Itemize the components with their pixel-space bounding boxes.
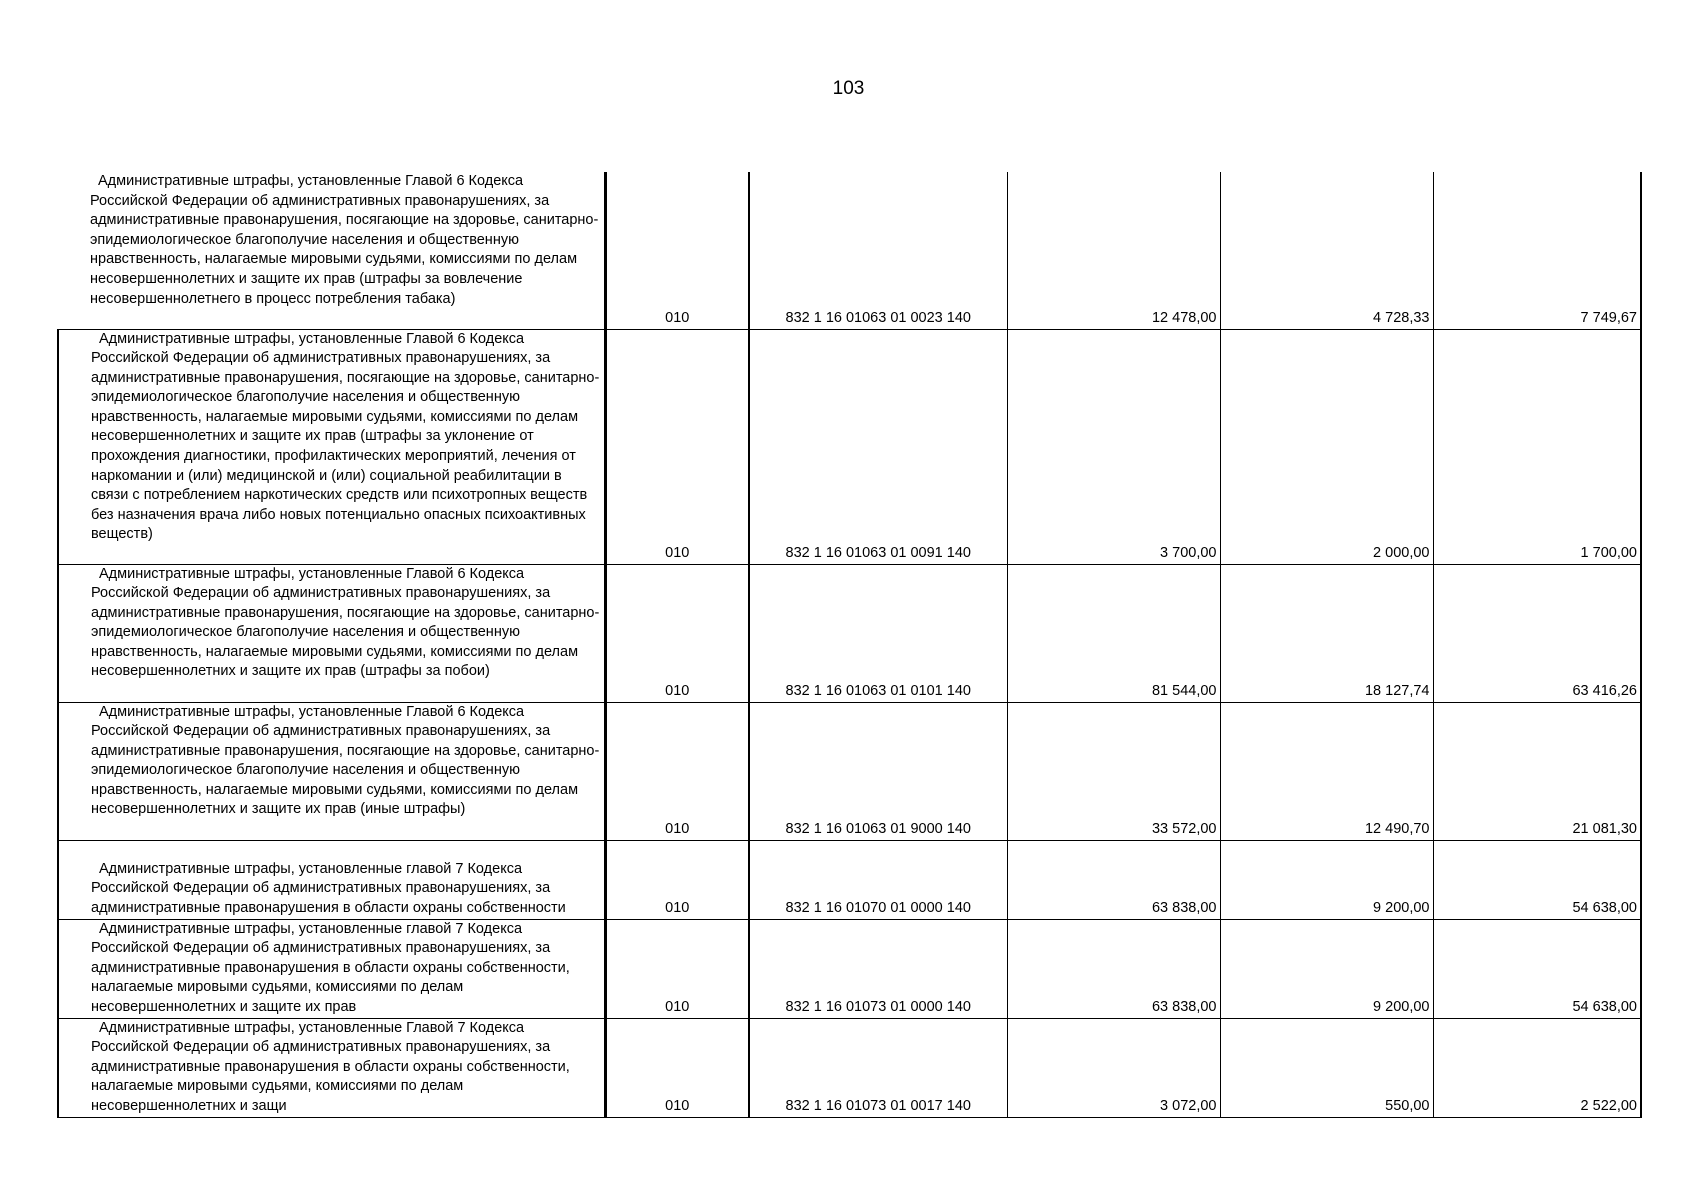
page-number: 103 [832, 78, 865, 99]
row-approved: 12 478,00 [1007, 172, 1220, 329]
row-executed: 9 200,00 [1220, 840, 1433, 919]
row-approved: 33 572,00 [1007, 702, 1220, 840]
table-row [58, 702, 1641, 840]
table-row [58, 1018, 1641, 1117]
income-table [57, 172, 1642, 1118]
row-description-text: Административные штрафы, установленные главой 7 Кодекса Российской Федерации об административных правонарушениях, за административные правонарушения в области охраны собственности [91, 860, 566, 916]
row-approved: 63 838,00 [1007, 919, 1220, 1018]
row-executed: 18 127,74 [1220, 564, 1433, 702]
table-row [58, 564, 1641, 702]
row-admin-code: 010 [605, 329, 749, 564]
row-unexecuted: 7 749,67 [1433, 172, 1641, 329]
row-income-code: 832 1 16 01063 01 0023 140 [749, 172, 1007, 329]
row-admin-code: 010 [605, 840, 749, 919]
row-approved: 63 838,00 [1007, 840, 1220, 919]
row-admin-code: 010 [605, 564, 749, 702]
row-description: Административные штрафы, установленные Главой 6 Кодекса Российской Федерации об административных правонарушениях, за административные правонарушения, посягающие на здоровье, санитарно-эпидемиологическое благополучие населения и общественную нравственность, налагаемые мировыми судьями, комиссиями по делам несовершеннолетних и защите их прав (иные штрафы) [58, 702, 605, 840]
row-unexecuted: 1 700,00 [1433, 329, 1641, 564]
row-admin-code: 010 [605, 702, 749, 840]
row-executed: 12 490,70 [1220, 702, 1433, 840]
row-admin-code: 010 [605, 919, 749, 1018]
row-unexecuted: 54 638,00 [1433, 919, 1641, 1018]
row-unexecuted: 2 522,00 [1433, 1018, 1641, 1117]
table-row [58, 919, 1641, 1018]
row-unexecuted: 63 416,26 [1433, 564, 1641, 702]
row-unexecuted: 21 081,30 [1433, 702, 1641, 840]
row-admin-code: 010 [605, 172, 749, 329]
table-row [58, 840, 1641, 919]
row-income-code: 832 1 16 01070 01 0000 140 [749, 840, 1007, 919]
row-admin-code: 010 [605, 1018, 749, 1117]
row-income-code: 832 1 16 01063 01 0091 140 [749, 329, 1007, 564]
row-income-code: 832 1 16 01073 01 0000 140 [749, 919, 1007, 1018]
row-executed: 4 728,33 [1220, 172, 1433, 329]
table-row [58, 172, 1641, 329]
table-row [58, 329, 1641, 564]
row-description: Административные штрафы, установленные Главой 6 Кодекса Российской Федерации об административных правонарушениях, за административные правонарушения, посягающие на здоровье, санитарно-эпидемиологическое благополучие населения и общественную нравственность, налагаемые мировыми судьями, комиссиями по делам несовершеннолетних и защите их прав (штрафы за вовлечение несовершеннолетнего в процесс потребления табака) [58, 172, 605, 329]
row-income-code: 832 1 16 01073 01 0017 140 [749, 1018, 1007, 1117]
row-income-code: 832 1 16 01063 01 0101 140 [749, 564, 1007, 702]
row-executed: 9 200,00 [1220, 919, 1433, 1018]
row-description: Административные штрафы, установленные главой 7 Кодекса Российской Федерации об административных правонарушениях, за административные правонарушения в области охраны собственности, налагаемые мировыми судьями, комиссиями по делам несовершеннолетних и защите их прав [58, 919, 605, 1018]
row-description: Административные штрафы, установленные Главой 6 Кодекса Российской Федерации об административных правонарушениях, за административные правонарушения, посягающие на здоровье, санитарно-эпидемиологическое благополучие населения и общественную нравственность, налагаемые мировыми судьями, комиссиями по делам несовершеннолетних и защите их прав (штрафы за побои) [58, 564, 605, 702]
row-approved: 3 700,00 [1007, 329, 1220, 564]
row-description [58, 840, 605, 919]
row-description: Административные штрафы, установленные Главой 7 Кодекса Российской Федерации об административных правонарушениях, за административные правонарушения в области охраны собственности, налагаемые мировыми судьями, комиссиями по делам несовершеннолетних и защи [58, 1018, 605, 1117]
row-description: Административные штрафы, установленные Главой 6 Кодекса Российской Федерации об административных правонарушениях, за административные правонарушения, посягающие на здоровье, санитарно-эпидемиологическое благополучие населения и общественную нравственность, налагаемые мировыми судьями, комиссиями по делам несовершеннолетних и защите их прав (штрафы за уклонение от прохождения диагностики, профилактических мероприятий, лечения от наркомании и (или) медицинской и (или) социальной реабилитации в связи с потреблением наркотических средств или психотропных веществ без назначения врача либо новых потенциально опасных психоактивных веществ) [58, 329, 605, 564]
row-approved: 3 072,00 [1007, 1018, 1220, 1117]
row-income-code: 832 1 16 01063 01 9000 140 [749, 702, 1007, 840]
row-executed: 2 000,00 [1220, 329, 1433, 564]
row-unexecuted: 54 638,00 [1433, 840, 1641, 919]
row-executed: 550,00 [1220, 1018, 1433, 1117]
row-approved: 81 544,00 [1007, 564, 1220, 702]
